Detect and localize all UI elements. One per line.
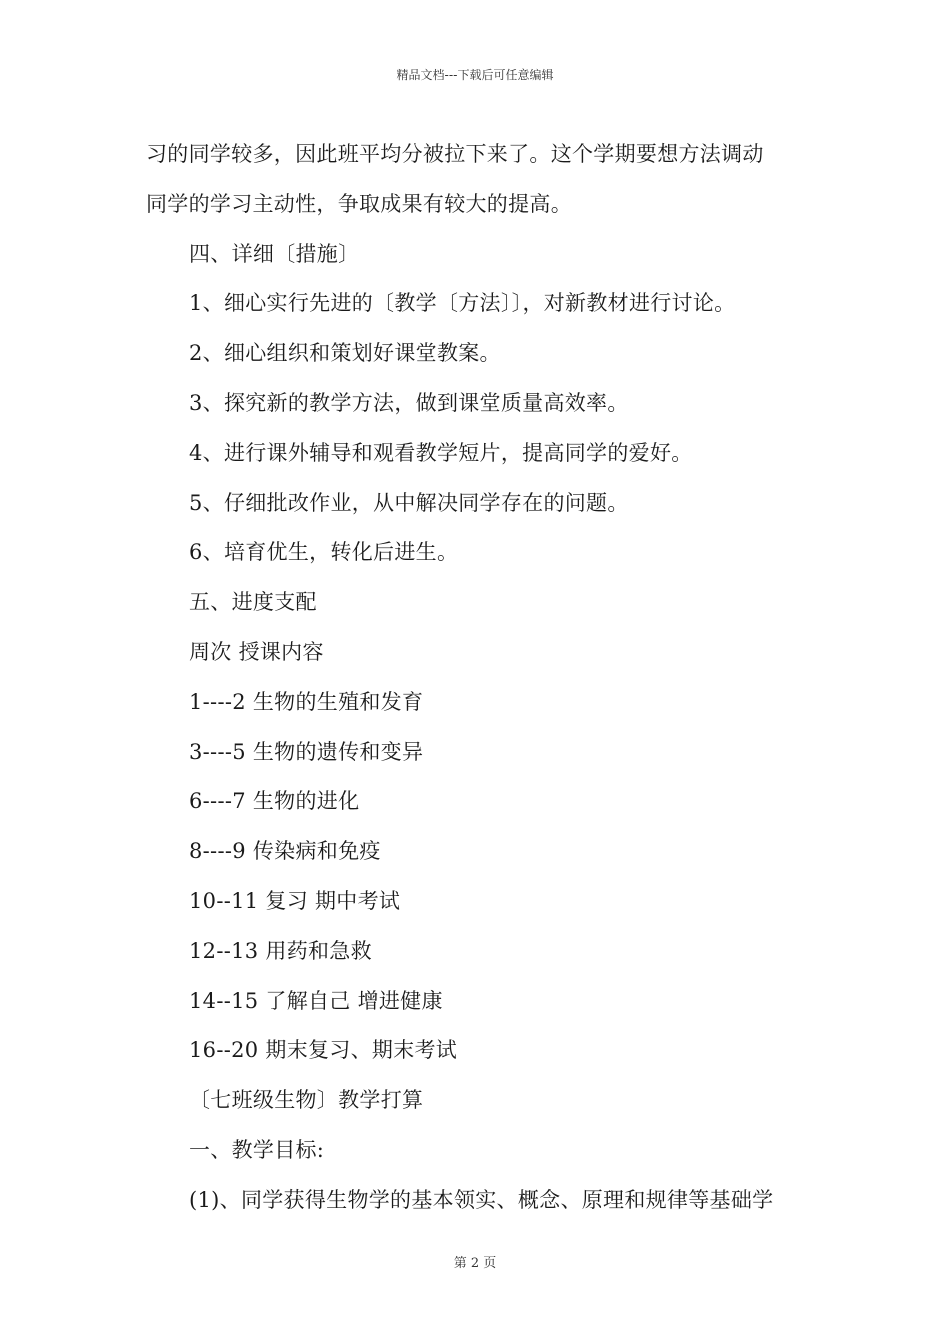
section-heading: 一、教学目标:: [189, 1137, 325, 1162]
paragraph-line: (1)、同学获得生物学的基本领实、概念、原理和规律等基础学: [189, 1187, 774, 1212]
schedule-row: 10--11 复习 期中考试: [189, 888, 401, 913]
paragraph-line: 习的同学较多，因此班平均分被拉下来了。这个学期要想方法调动: [146, 142, 764, 166]
schedule-row: 3----5 生物的遗传和变异: [189, 739, 424, 764]
page-header: 精品文档---下载后可任意编辑: [396, 68, 554, 82]
section-heading: 五、进度支配: [189, 590, 317, 615]
schedule-row: 14--15 了解自己 增进健康: [189, 988, 443, 1013]
schedule-row: 16--20 期末复习、期末考试: [189, 1038, 458, 1063]
schedule-row: 6----7 生物的进化: [189, 789, 360, 814]
schedule-row: 8----9 传染病和免疫: [189, 839, 381, 864]
list-item: 4、进行课外辅导和观看教学短片，提高同学的爱好。: [189, 440, 693, 465]
document-title: 〔七班级生物〕教学打算: [189, 1088, 424, 1113]
list-item: 1、细心实行先进的〔教学〔方法〕〕，对新教材进行讨论。: [189, 291, 736, 316]
schedule-header: 周次 授课内容: [189, 639, 324, 664]
section-heading: 四、详细〔措施〕: [189, 241, 360, 266]
schedule-row: 12--13 用药和急救: [189, 938, 372, 963]
schedule-row: 1----2 生物的生殖和发育: [189, 689, 424, 714]
paragraph-line: 同学的学习主动性，争取成果有较大的提高。: [146, 191, 572, 216]
list-item: 2、细心组织和策划好课堂教案。: [189, 341, 501, 366]
document-body: [146, 130, 816, 1226]
list-item: 6、培育优生，转化后进生。: [189, 540, 459, 565]
list-item: 3、探究新的教学方法，做到课堂质量高效率。: [189, 390, 629, 415]
page-number: 第 2 页: [453, 1256, 497, 1271]
list-item: 5、仔细批改作业，从中解决同学存在的问题。: [189, 490, 629, 515]
